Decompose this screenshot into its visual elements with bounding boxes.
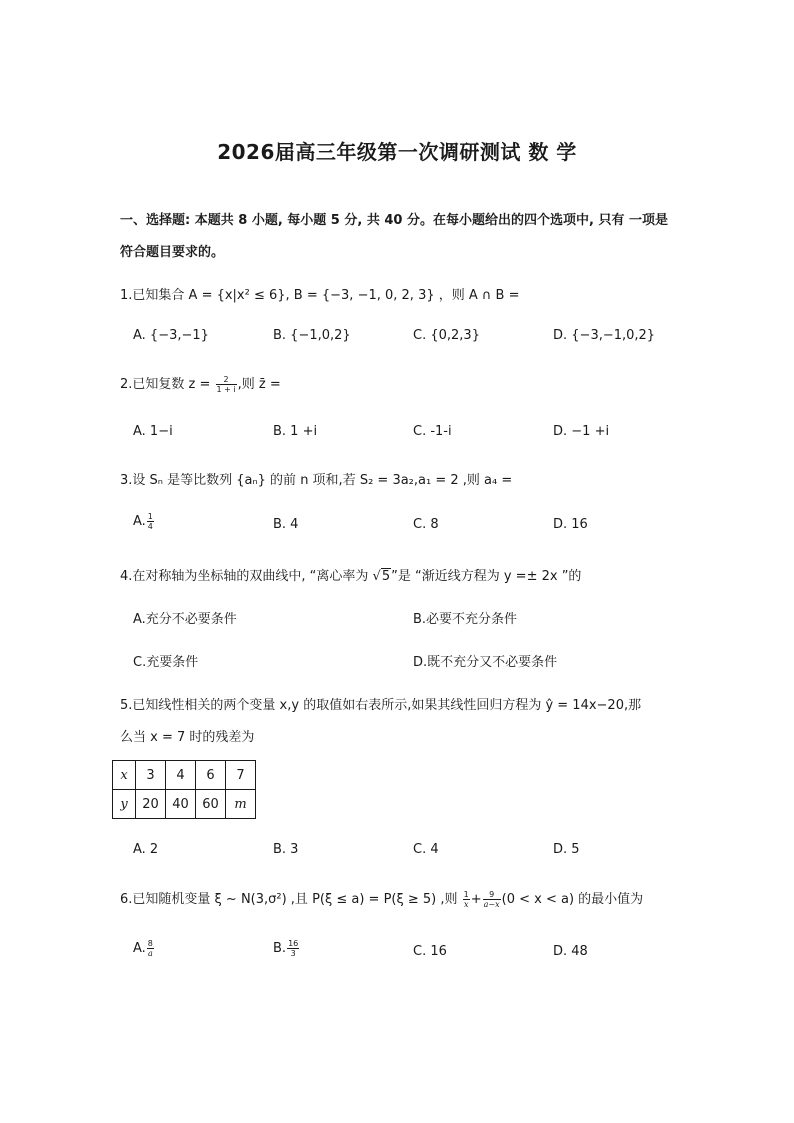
fraction-numerator: 1 xyxy=(147,512,153,521)
table-cell: 7 xyxy=(226,761,256,790)
question-stem-post: ,则 z̄ = xyxy=(237,377,281,392)
question-4 xyxy=(120,565,581,584)
question-stem: 已知集合 A = {x|x² ≤ 6}, B = {−3, −1, 0, 2, 3} ，则 A ∩ B = xyxy=(132,288,520,303)
question-number: 1. xyxy=(120,288,133,303)
table-cell: 40 xyxy=(166,790,196,819)
fraction xyxy=(216,375,237,394)
question-5-continued: 么当 x = 7 时的残差为 xyxy=(120,730,255,745)
question-number: 5. xyxy=(120,698,133,713)
option-a xyxy=(133,512,155,531)
question-5 xyxy=(120,694,641,713)
question-2 xyxy=(120,373,281,394)
question-number: 6. xyxy=(120,892,133,907)
question-number: 4. xyxy=(120,569,133,584)
fraction xyxy=(483,890,501,909)
fraction-denominator: 4 xyxy=(147,522,153,531)
question-stem-pre: 已知随机变量 ξ ~ N(3,σ²) ,且 P(ξ ≤ a) = P(ξ ≥ 5) ,则 xyxy=(132,892,458,907)
section-instructions: 一、选择题: 本题共 8 小题, 每小题 5 分, 共 40 分。在每小题给出的四个选项中, 只有 一项是符合题目要求的。 xyxy=(120,213,668,260)
table-cell: 3 xyxy=(136,761,166,790)
question-number: 2. xyxy=(120,377,133,392)
option-label: A. xyxy=(133,941,146,956)
question-6 xyxy=(120,888,643,909)
table-cell: 60 xyxy=(196,790,226,819)
option-b: B. {−1,0,2} xyxy=(273,328,351,343)
option-d: D. {−3,−1,0,2} xyxy=(553,328,656,343)
table-cell: 20 xyxy=(136,790,166,819)
table-cell: y xyxy=(113,790,136,819)
fraction-numerator: 2 xyxy=(216,375,237,385)
fraction xyxy=(147,512,154,531)
fraction xyxy=(463,890,470,909)
option-c: C.充要条件 xyxy=(133,655,199,670)
question-stem-line-1: 已知线性相关的两个变量 x,y 的取值如右表所示,如果其线性回归方程为 ŷ = 14x−20,那 xyxy=(132,698,642,713)
fraction-numerator: 8 xyxy=(147,939,153,948)
table-cell: x xyxy=(113,761,136,790)
option-c: C. 16 xyxy=(413,944,447,959)
option-a: A. {−3,−1} xyxy=(133,328,209,343)
fraction-numerator: 1 xyxy=(463,890,469,899)
option-c: C. -1-i xyxy=(413,424,452,439)
table-cell: 4 xyxy=(166,761,196,790)
fraction-denominator: a−x xyxy=(483,900,500,909)
option-d: D. 48 xyxy=(553,944,588,959)
option-c: C. 4 xyxy=(413,842,439,857)
question-stem-post: ”是 “渐近线方程为 y =± 2x ”的 xyxy=(391,569,582,584)
option-c: C. 8 xyxy=(413,517,439,532)
option-b: B.必要不充分条件 xyxy=(413,612,518,627)
table-cell: m xyxy=(226,790,256,819)
question-number: 3. xyxy=(120,473,133,488)
option-a: A. 1−i xyxy=(133,424,173,439)
fraction-numerator: 16 xyxy=(288,939,299,948)
option-label: A. xyxy=(133,514,146,529)
fraction xyxy=(287,939,299,958)
fraction-denominator: 1 + i xyxy=(216,385,236,394)
option-a xyxy=(133,939,155,958)
fraction-denominator: a xyxy=(147,949,153,958)
question-3 xyxy=(120,469,512,488)
table-row xyxy=(113,790,256,819)
option-label: B. xyxy=(273,941,287,956)
table-row xyxy=(113,761,256,790)
question-stem-pre: 在对称轴为坐标轴的双曲线中, “离心率为 xyxy=(132,569,369,584)
question-stem-pre: 已知复数 z = xyxy=(132,377,211,392)
option-a: A.充分不必要条件 xyxy=(133,612,237,627)
option-d: D. 16 xyxy=(553,517,588,532)
fraction-numerator: 9 xyxy=(483,890,501,900)
option-b xyxy=(273,939,300,958)
fraction-denominator: x xyxy=(463,900,469,909)
exam-title: 2026届高三年级第一次调研测试 数 学 xyxy=(217,140,577,164)
question-stem-post: (0 < x < a) 的最小值为 xyxy=(501,892,644,907)
fraction xyxy=(147,939,154,958)
question-stem: 设 Sₙ 是等比数列 {aₙ} 的前 n 项和,若 S₂ = 3a₂,a₁ = 2 ,则 a₄ = xyxy=(132,473,513,488)
data-table xyxy=(112,760,256,819)
option-b: B. 1 +i xyxy=(273,424,318,439)
sqrt-symbol: √5 xyxy=(372,569,391,584)
fraction-denominator: 3 xyxy=(290,949,296,958)
option-a: A. 2 xyxy=(133,842,159,857)
table-cell: 6 xyxy=(196,761,226,790)
option-c: C. {0,2,3} xyxy=(413,328,480,343)
option-d: D.既不充分又不必要条件 xyxy=(413,655,558,670)
option-b: B. 3 xyxy=(273,842,299,857)
question-1 xyxy=(120,284,520,303)
option-b: B. 4 xyxy=(273,517,299,532)
sqrt-radicand: 5 xyxy=(381,569,391,584)
option-d: D. −1 +i xyxy=(553,424,610,439)
plus-sign: + xyxy=(470,892,482,907)
option-d: D. 5 xyxy=(553,842,580,857)
